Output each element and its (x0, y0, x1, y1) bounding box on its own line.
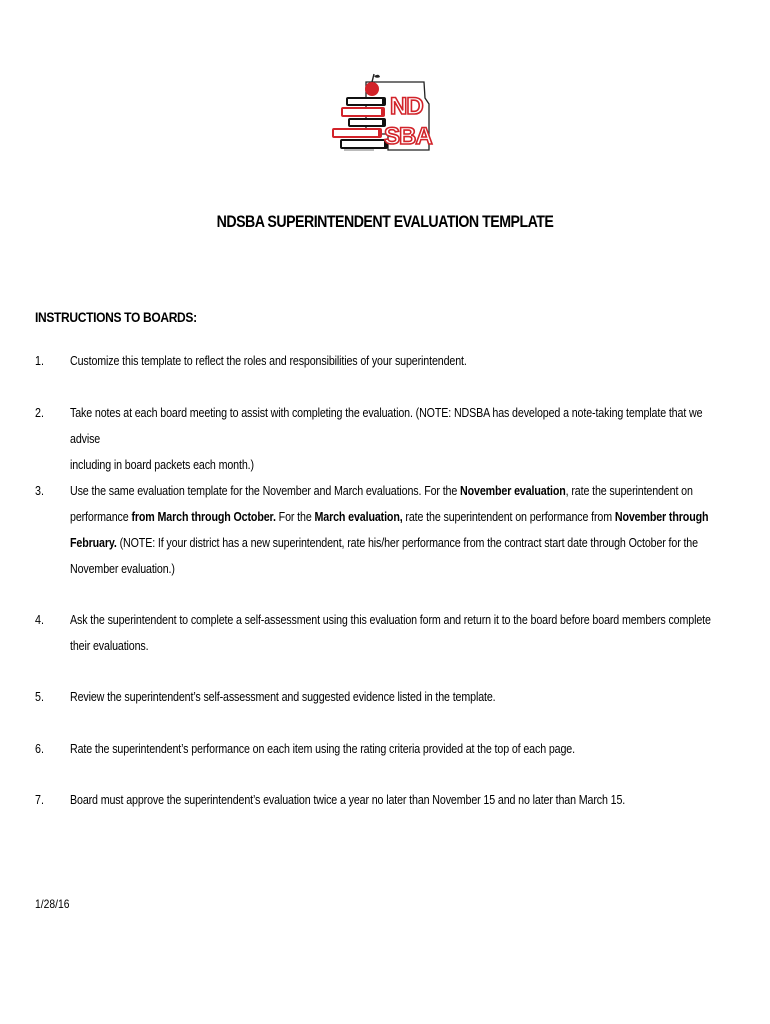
logo-text-sba: SBA (384, 123, 432, 150)
book-stack (332, 97, 388, 151)
item-number: 4. (35, 613, 44, 627)
ndsba-logo (328, 64, 436, 160)
apple-icon (365, 82, 379, 96)
item-number: 7. (35, 793, 44, 807)
instructions-heading: INSTRUCTIONS TO BOARDS: (35, 309, 197, 325)
item-number: 6. (35, 742, 44, 756)
item-text: Take notes at each board meeting to assist with completing the evaluation. (NOTE: NDSBA has developed a note-taking template that we advise including in board packets each month.) (70, 406, 703, 472)
item-text: Rate the superintendent’s performance on each item using the rating criteria provided at the top of each page. (70, 742, 575, 756)
logo-text-nd: ND (390, 93, 423, 120)
item-text: Review the superintendent’s self-assessment and suggested evidence listed in the template. (70, 690, 496, 704)
item-text: Use the same evaluation template for the November and March evaluations. For the November evaluation, rate the superintendent on performance from March through October. For the March evaluation, rate the superintendent on performance from November through February. (NOTE: If your district has a new superintendent, rate his/her performance from the contract start date through October for the November evaluation.) (70, 484, 709, 576)
item-text: Ask the superintendent to complete a self-assessment using this evaluation form and return it to the board before board members complete their evaluations. (70, 613, 711, 653)
item-text: Customize this template to reflect the roles and responsibilities of your superintendent. (70, 354, 467, 368)
item-number: 2. (35, 406, 44, 420)
item-number: 5. (35, 690, 44, 704)
item-text: Board must approve the superintendent’s evaluation twice a year no later than November 15 and no later than March 15. (70, 793, 626, 807)
item-number: 1. (35, 354, 44, 368)
footer-date: 1/28/16 (35, 897, 70, 911)
item-number: 3. (35, 484, 44, 498)
document-title: NDSBA SUPERINTENDENT EVALUATION TEMPLATE (216, 213, 554, 231)
